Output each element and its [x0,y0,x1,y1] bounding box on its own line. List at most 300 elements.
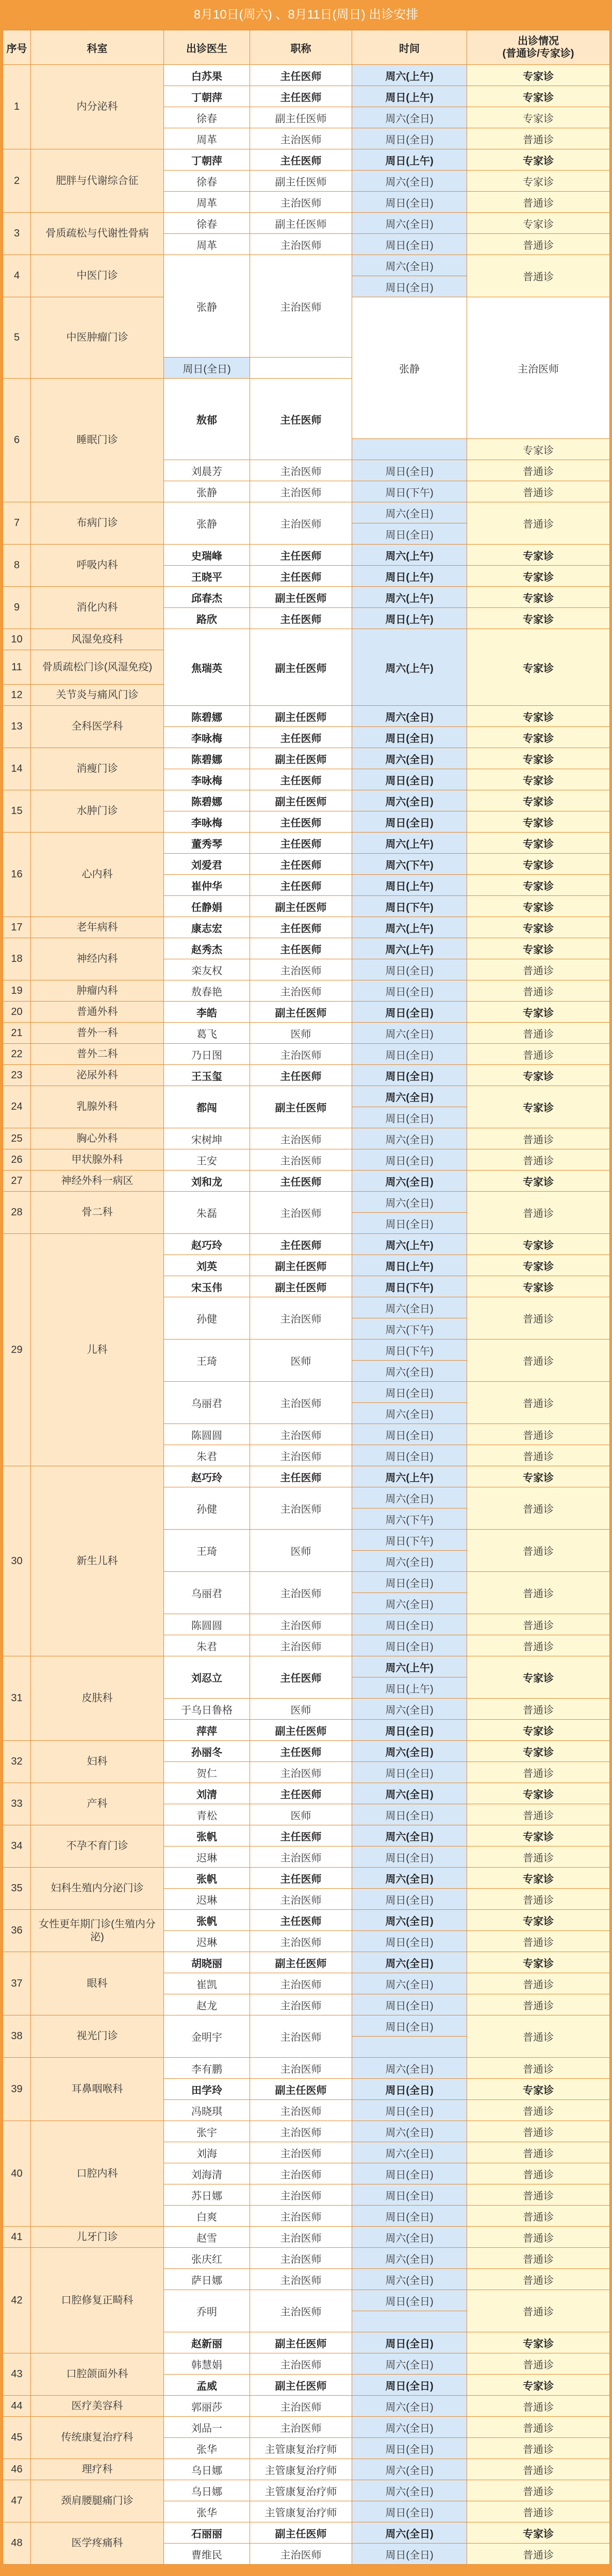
doctor-name: 董秀琴 [164,833,250,854]
session-time: 周六(全日) [352,213,467,234]
row-dept: 普外二科 [31,1044,164,1065]
session-time: 周日(下午) [352,1530,467,1551]
doctor-name: 萨日娜 [164,2269,250,2290]
session-time: 周日(全日) [352,1002,467,1023]
doctor-title: 主管康复治疗师 [250,2459,352,2480]
doctor-name: 韩慧娟 [164,2353,250,2375]
session-time: 周日(全日) [352,2079,467,2100]
doctor-name: 徐春 [164,171,250,192]
session-time: 周日(全日) [352,1065,467,1086]
session-time: 周六(上午) [352,1234,467,1255]
row-dept: 胸心外科 [31,1128,164,1149]
row-seq: 18 [3,938,31,980]
doctor-title: 副主任医师 [250,1952,352,1973]
doctor-name: 葛飞 [164,1023,250,1044]
clinic-type: 专家诊 [467,2079,610,2100]
clinic-type: 专家诊 [467,439,610,460]
session-time: 周六(全日) [352,1128,467,1149]
session-time: 周日(全日) [352,1572,467,1593]
doctor-title: 医师 [250,1804,352,1825]
clinic-type: 专家诊 [467,769,610,790]
session-time: 周日(全日) [352,523,467,545]
clinic-type: 专家诊 [467,1002,610,1023]
session-time: 周六(全日) [352,2417,467,2438]
session-time: 周六(下午) [352,1318,467,1340]
row-dept: 消瘦门诊 [31,748,164,790]
table-row [3,748,610,769]
doctor-title: 主任医师 [250,566,352,587]
row-seq: 47 [3,2480,31,2522]
rheum-name: 焦瑞英 [164,629,250,706]
row-seq: 26 [3,1149,31,1171]
row-dept: 乳腺外科 [31,1086,164,1128]
doctor-name: 迟琳 [164,1931,250,1952]
row-dept: 医疗美容科 [31,2396,164,2417]
doctor-title: 主治医师 [250,481,352,502]
table-body [3,65,610,2565]
session-time: 周六(全日) [352,706,467,727]
doctor-title: 主治医师 [250,1931,352,1952]
clinic-type: 普通诊 [467,2353,610,2375]
doctor-name: 路欣 [164,608,250,629]
session-time: 周日(下午) [352,896,467,917]
session-time: 周六(全日) [352,1973,467,1994]
session-time: 周日(全日) [352,1149,467,1171]
clinic-type: 普通诊 [467,1889,610,1910]
row-seq: 11 [3,650,31,685]
session-time: 周日(全日) [352,1424,467,1445]
doctor-title: 副主任医师 [250,748,352,769]
doctor-name: 张静 [352,297,467,439]
session-time: 周六(全日) [352,1171,467,1192]
table-row [3,1171,610,1192]
row-dept: 产科 [31,1783,164,1825]
session-time: 周日(全日) [352,460,467,481]
clinic-type: 普通诊 [467,2269,610,2290]
session-time: 周日(全日) [352,1445,467,1466]
session-time: 周日(全日) [352,1931,467,1952]
row-seq: 40 [3,2121,31,2227]
session-time: 周日(全日) [352,2206,467,2227]
clinic-type: 普通诊 [467,2459,610,2480]
row-dept: 医学疼痛科 [31,2522,164,2565]
session-time: 周六(全日) [352,1783,467,1804]
clinic-type: 普通诊 [467,2206,610,2227]
row-seq: 10 [3,629,31,650]
table-row [3,1466,610,1487]
doctor-title: 主治医师 [250,2227,352,2248]
clinic-type: 普通诊 [467,1487,610,1530]
clinic-type: 普通诊 [467,980,610,1002]
session-time: 周日(全日) [352,192,467,213]
clinic-type: 专家诊 [467,1065,610,1086]
clinic-type: 专家诊 [467,1825,610,1846]
doctor-title: 主管康复治疗师 [250,2501,352,2522]
clinic-type: 专家诊 [467,171,610,192]
rheum-title: 副主任医师 [250,629,352,706]
session-time: 周日(全日) [352,1804,467,1825]
clinic-type: 普通诊 [467,1445,610,1466]
clinic-type: 专家诊 [467,1466,610,1487]
row-dept: 神经内科 [31,938,164,980]
session-time: 周日(全日) [352,2184,467,2206]
doctor-title: 主治医师 [250,1044,352,1065]
doctor-name: 陈圆圆 [164,1424,250,1445]
clinic-type: 普通诊 [467,1044,610,1065]
session-time: 周日(上午) [352,1677,467,1699]
doctor-title: 主治医师 [250,128,352,149]
row-dept: 儿科 [31,1234,164,1466]
row-seq: 43 [3,2353,31,2396]
doctor-name: 李皓 [164,1002,250,1023]
session-time: 周六(全日) [352,2142,467,2163]
row-dept: 布病门诊 [31,502,164,545]
clinic-type: 专家诊 [467,86,610,107]
clinic-type: 专家诊 [467,2332,610,2353]
clinic-type: 专家诊 [467,1720,610,1741]
doctor-name: 崔凯 [164,1973,250,1994]
row-seq: 16 [3,833,31,917]
row-seq: 25 [3,1128,31,1149]
session-time: 周六(全日) [352,2480,467,2501]
doctor-name: 孙健 [164,1297,250,1340]
clinic-type: 普通诊 [467,1804,610,1825]
clinic-type: 专家诊 [467,917,610,938]
clinic-type: 普通诊 [467,1931,610,1952]
session-time: 周日(全日) [352,1846,467,1868]
row-dept: 儿牙门诊 [31,2227,164,2248]
session-time: 周六(全日) [352,1741,467,1762]
row-dept: 内分泌科 [31,65,164,149]
doctor-name: 乃日图 [164,1044,250,1065]
doctor-name: 刘海 [164,2142,250,2163]
session-time: 周日(上午) [352,149,467,171]
clinic-type: 专家诊 [467,107,610,128]
session-time: 周日(下午) [352,1276,467,1297]
session-time: 周六(上午) [352,587,467,608]
session-time: 周六(全日) [352,1952,467,1973]
doctor-name: 刘品一 [164,2417,250,2438]
doctor-name: 刘清 [164,1783,250,1804]
clinic-type: 普通诊 [467,2015,610,2058]
session-time: 周六(上午) [352,65,467,86]
session-time: 周六(全日) [352,1699,467,1720]
clinic-type: 专家诊 [467,1656,610,1699]
row-seq: 29 [3,1234,31,1466]
doctor-title: 主任医师 [250,811,352,833]
table-row [3,2248,610,2269]
row-seq: 21 [3,1023,31,1044]
doctor-title: 主治医师 [250,192,352,213]
row-seq: 48 [3,2522,31,2565]
session-time: 周六(全日) [352,1192,467,1213]
doctor-name: 乌丽君 [164,1382,250,1424]
doctor-name: 刘英 [164,1255,250,1276]
doctor-name: 赵巧玲 [164,1466,250,1487]
doctor-title: 主任医师 [250,769,352,790]
doctor-title: 主治医师 [250,2544,352,2565]
session-time: 周日(全日) [352,2015,467,2037]
doctor-name: 王玉玺 [164,1065,250,1086]
doctor-name: 周革 [164,128,250,149]
row-dept: 泌尿外科 [31,1065,164,1086]
doctor-name: 张华 [164,2501,250,2522]
session-time: 周六(下午) [352,1509,467,1530]
session-time: 周日(上午) [352,1255,467,1276]
clinic-type: 普通诊 [467,1973,610,1994]
clinic-type: 普通诊 [467,2544,610,2565]
doctor-name: 朱君 [164,1445,250,1466]
row-seq: 3 [3,213,31,255]
doctor-title: 主任医师 [250,1234,352,1255]
doctor-title: 副主任医师 [250,2079,352,2100]
clinic-type: 普通诊 [467,959,610,980]
doctor-name: 刘爱君 [164,854,250,875]
header-status: 出诊情况 (普通诊/专家诊) [467,30,610,65]
schedule-table-frame [3,30,609,2565]
session-time: 周六(全日) [352,502,467,523]
clinic-type: 普通诊 [467,1762,610,1783]
clinic-type: 专家诊 [467,1952,610,1973]
row-dept: 新生儿科 [31,1466,164,1656]
doctor-title: 主治医师 [467,297,610,439]
row-dept: 中医门诊 [31,255,164,297]
doctor-title: 副主任医师 [250,1255,352,1276]
clinic-type: 普通诊 [467,1699,610,1720]
session-time: 周六(全日) [352,1086,467,1107]
session-time: 周六(全日) [352,2121,467,2142]
session-time: 周日(全日) [352,2290,467,2311]
table-header-row [3,30,610,65]
row-dept: 呼吸内科 [31,545,164,587]
doctor-title: 副主任医师 [250,1276,352,1297]
doctor-title: 医师 [250,1340,352,1382]
row-dept: 肥胖与代谢综合征 [31,149,164,213]
row-seq: 15 [3,790,31,833]
table-row [3,1952,610,1973]
session-time: 周六(下午) [352,854,467,875]
doctor-name: 宋树坤 [164,1128,250,1149]
session-time: 周日(全日) [352,1889,467,1910]
doctor-title: 主治医师 [250,1973,352,1994]
doctor-title: 副主任医师 [250,896,352,917]
row-seq: 23 [3,1065,31,1086]
row-seq: 44 [3,2396,31,2417]
row-seq: 37 [3,1952,31,2015]
row-seq: 32 [3,1741,31,1783]
doctor-name: 丁朝萍 [164,86,250,107]
clinic-type: 专家诊 [467,608,610,629]
clinic-type: 普通诊 [467,2121,610,2142]
doctor-title: 副主任医师 [250,1002,352,1023]
row-seq: 42 [3,2248,31,2353]
clinic-type: 专家诊 [467,149,610,171]
doctor-title: 主治医师 [250,1192,352,1234]
session-time: 周日(全日) [352,2100,467,2121]
doctor-title: 主治医师 [250,2206,352,2227]
doctor-title: 主任医师 [250,545,352,566]
session-time: 周日(全日) [352,1994,467,2015]
table-row [3,1910,610,1931]
clinic-type: 普通诊 [467,2480,610,2501]
doctor-name: 金明宇 [164,2015,250,2058]
clinic-type: 普通诊 [467,2100,610,2121]
session-time [352,2037,467,2058]
doctor-title: 主任医师 [250,917,352,938]
doctor-title: 主治医师 [250,1149,352,1171]
session-time: 周六(全日) [352,2269,467,2290]
row-seq: 2 [3,149,31,213]
doctor-name: 赵秀杰 [164,938,250,959]
doctor-name: 王琦 [164,1530,250,1572]
session-time: 周日(全日) [352,276,467,297]
row-seq: 31 [3,1656,31,1741]
session-time: 周日(全日) [352,1762,467,1783]
doctor-name: 陈碧娜 [164,790,250,811]
doctor-title: 主任医师 [250,86,352,107]
session-time: 周六(全日) [352,2522,467,2544]
doctor-title: 主任医师 [250,1065,352,1086]
row-seq: 17 [3,917,31,938]
doctor-name: 孙健 [164,1487,250,1530]
session-time: 周日(全日) [352,1044,467,1065]
doctor-title: 副主任医师 [250,790,352,811]
session-time: 周日(上午) [352,875,467,896]
doctor-name: 敖春艳 [164,980,250,1002]
doctor-name: 萍萍 [164,1720,250,1741]
table-row [3,1783,610,1804]
clinic-type: 专家诊 [467,213,610,234]
session-time: 周六(全日) [352,255,467,276]
row-dept: 骨质疏松门诊(风湿免疫) [31,650,164,685]
clinic-type: 普通诊 [467,1149,610,1171]
clinic-type: 专家诊 [467,1910,610,1931]
clinic-type: 专家诊 [467,65,610,86]
session-time: 周日(全日) [352,980,467,1002]
session-time: 周日(全日) [352,1614,467,1635]
row-seq: 22 [3,1044,31,1065]
doctor-title: 主任医师 [250,727,352,748]
table-row [3,213,610,234]
session-time: 周日(全日) [352,2438,467,2459]
doctor-title: 主治医师 [250,2142,352,2163]
session-time: 周六(全日) [352,1361,467,1382]
clinic-type: 普通诊 [467,502,610,545]
doctor-title: 主任医师 [250,833,352,854]
rheum-time: 周六(上午) [352,629,467,706]
table-row [3,1192,610,1213]
session-time: 周日(上午) [352,566,467,587]
table-row [3,2353,610,2375]
session-time: 周六(全日) [352,1551,467,1572]
row-seq: 28 [3,1192,31,1234]
clinic-type: 专家诊 [467,706,610,727]
row-dept: 耳鼻咽喉科 [31,2058,164,2121]
row-dept: 普外一科 [31,1023,164,1044]
session-time [352,2311,467,2332]
doctor-name: 周革 [164,192,250,213]
doctor-title: 主治医师 [250,1614,352,1635]
doctor-title: 主治医师 [250,1297,352,1340]
row-seq: 41 [3,2227,31,2248]
clinic-type: 专家诊 [467,1868,610,1889]
table-row [3,2522,610,2544]
doctor-title: 主治医师 [250,502,352,545]
doctor-name: 迟琳 [164,1846,250,1868]
session-time [352,439,467,460]
clinic-type: 普通诊 [467,2142,610,2163]
doctor-name: 栾友权 [164,959,250,980]
doctor-name: 李咏梅 [164,811,250,833]
row-seq: 36 [3,1910,31,1952]
clinic-type: 专家诊 [467,1086,610,1128]
doctor-title: 副主任医师 [250,213,352,234]
doctor-title: 主治医师 [250,234,352,255]
doctor-name: 赵巧玲 [164,1234,250,1255]
row-dept: 骨二科 [31,1192,164,1234]
clinic-type: 普通诊 [467,234,610,255]
row-dept: 消化内科 [31,587,164,629]
doctor-title: 主治医师 [250,2417,352,2438]
clinic-type: 普通诊 [467,2438,610,2459]
session-time: 周六(全日) [352,748,467,769]
clinic-type: 普通诊 [467,1128,610,1149]
table-row [3,706,610,727]
clinic-type: 普通诊 [467,1340,610,1382]
session-time: 周日(全日) [352,1213,467,1234]
clinic-type: 专家诊 [467,833,610,854]
doctor-name: 苏日娜 [164,2184,250,2206]
doctor-name: 康志宏 [164,917,250,938]
table-row [3,2058,610,2079]
session-time: 周日(全日) [352,1107,467,1128]
session-time: 周六(全日) [352,1487,467,1509]
doctor-name: 朱君 [164,1635,250,1656]
page-title: 8月10日(周六) 、8月11日(周日) 出诊安排 [193,8,419,22]
row-seq: 33 [3,1783,31,1825]
doctor-title: 主管康复治疗师 [250,2438,352,2459]
table-row [3,545,610,566]
session-time: 周六(全日) [352,2353,467,2375]
header-seq: 序号 [3,30,31,65]
row-dept: 皮肤科 [31,1656,164,1741]
session-time: 周六(全日) [352,2248,467,2269]
row-dept: 视光门诊 [31,2015,164,2058]
row-seq: 38 [3,2015,31,2058]
doctor-title: 主治医师 [250,2269,352,2290]
doctor-name: 张帆 [164,1910,250,1931]
doctor-title: 主任医师 [250,379,352,460]
clinic-type: 专家诊 [467,1234,610,1255]
row-seq: 35 [3,1868,31,1910]
doctor-name: 李咏梅 [164,727,250,748]
doctor-name: 乔明 [164,2290,250,2332]
header-dept: 科室 [31,30,164,65]
session-time: 周日(全日) [352,2332,467,2353]
doctor-title: 主治医师 [250,1128,352,1149]
row-seq: 1 [3,65,31,149]
doctor-name: 朱磊 [164,1192,250,1234]
session-time: 周日(全日) [352,1382,467,1403]
table-row [3,1086,610,1107]
doctor-name: 王晓平 [164,566,250,587]
row-dept: 传统康复治疗科 [31,2417,164,2459]
doctor-name: 徐春 [164,213,250,234]
doctor-name: 胡晓丽 [164,1952,250,1973]
clinic-type: 专家诊 [467,875,610,896]
row-seq: 12 [3,685,31,706]
clinic-type: 专家诊 [467,1741,610,1762]
